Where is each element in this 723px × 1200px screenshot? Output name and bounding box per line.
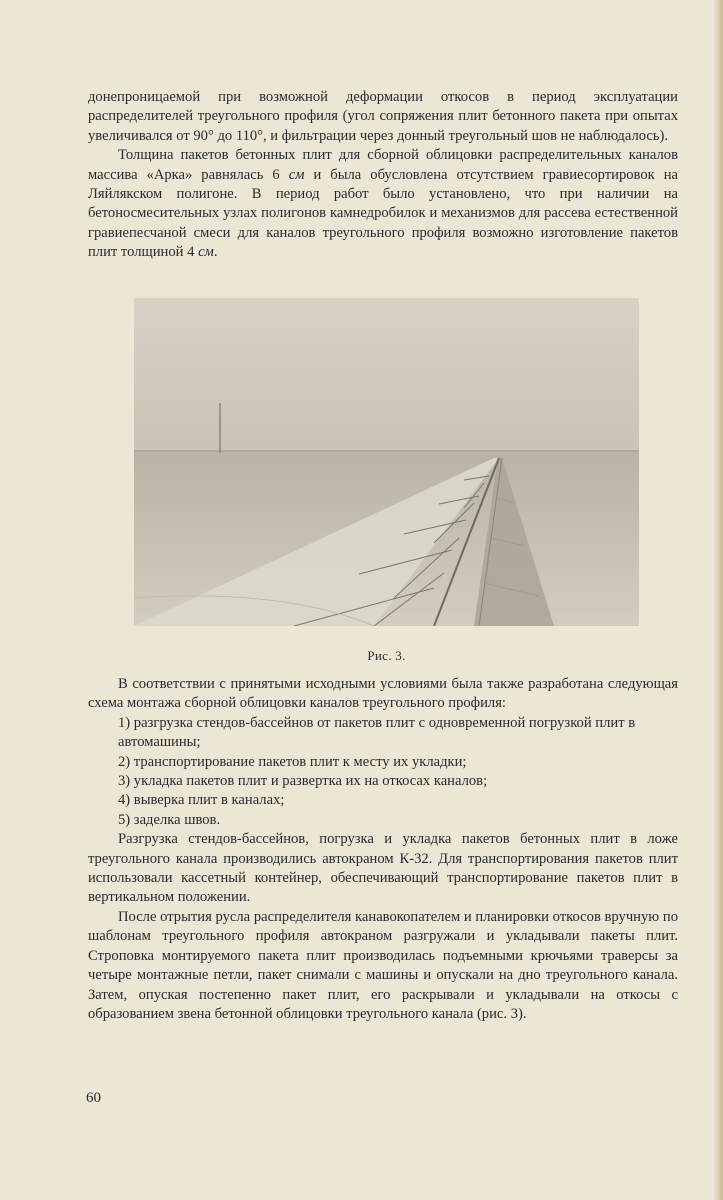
paragraph-2: [88, 146, 678, 262]
bottom-text-block: [88, 675, 678, 1024]
paragraph-5: После отрытия русла распределителя канавокопателем и планировки откосов вручную по шаблонам треугольного профиля автокраном разгружали и укладывали пакеты плит. Строповка монтируемого пакета плит производилась подъемными крючьями траверсы за четыре монтажные петли, пакет снимали с машины и опускали на дно треугольного канала. Затем, опуская постепенно пакет плит, его раскрывали и укладывали на откосы с образованием звена бетонной облицовки треугольного канала (рис. 3).: [88, 908, 678, 1022]
paragraph-1: донепроницаемой при возможной деформации откосов в период эксплуатации распределителей треугольного профиля (угол сопряжения плит бетонного пакета при опытах увеличивался от 90° до 110°, и фильтрации через донный треугольный шов не наблюдалось).: [88, 89, 678, 144]
unit-cm-1: см: [288, 166, 305, 183]
figure-caption: Рис. 3.: [367, 648, 406, 663]
list-item: 1) разгрузка стендов-бассейнов от пакетов плит с одновременной погрузкой плит в автомашины;: [118, 714, 636, 751]
paragraph-2-part-1: Толщина пакетов бетонных плит для сборной облицовки распределительных каналов массива «Арка» равнялась 6: [88, 147, 678, 183]
list-item: 4) выверка плит в каналах;: [118, 792, 285, 809]
list-item: 5) заделка швов.: [118, 811, 221, 828]
list-item: 2) транспортирование пакетов плит к месту их укладки;: [118, 753, 467, 770]
unit-cm-2: см: [198, 244, 214, 261]
paragraph-3: В соответствии с принятыми исходными условиями была также разработана следующая схема монтажа сборной облицовки каналов треугольного профиля:: [88, 676, 678, 712]
paragraph-2-end: .: [213, 244, 218, 261]
photo-canal-landscape: [134, 298, 639, 626]
top-text-block: [88, 88, 678, 263]
page-edge: [713, 0, 723, 1200]
paragraph-4: Разгрузка стендов-бассейнов, погрузка и укладка пакетов бетонных плит в ложе треугольного канала производились автокраном К-32. Для транспортирования пакетов плит использовали кассетный контейнер, обеспечивающий транспортирование пакетов плит в вертикальном положении.: [88, 831, 678, 906]
list-item: 3) укладка пакетов плит и развертка их на откосах каналов;: [118, 773, 488, 790]
paragraph-2-part-2: и была обусловлена отсутствием гравиесортировок на Ляйлякском полигоне. В период работ было установлено, что при наличии на бетоносмесительных узлах полигонов камнедробилок и механизмов для рассева естественной гравиепесчаной смеси для каналов треугольного профиля возможно изготовление пакетов плит толщиной 4: [88, 166, 678, 261]
sky: [134, 298, 639, 453]
page-number: 60: [86, 1090, 101, 1106]
figure-photo: [134, 298, 639, 626]
